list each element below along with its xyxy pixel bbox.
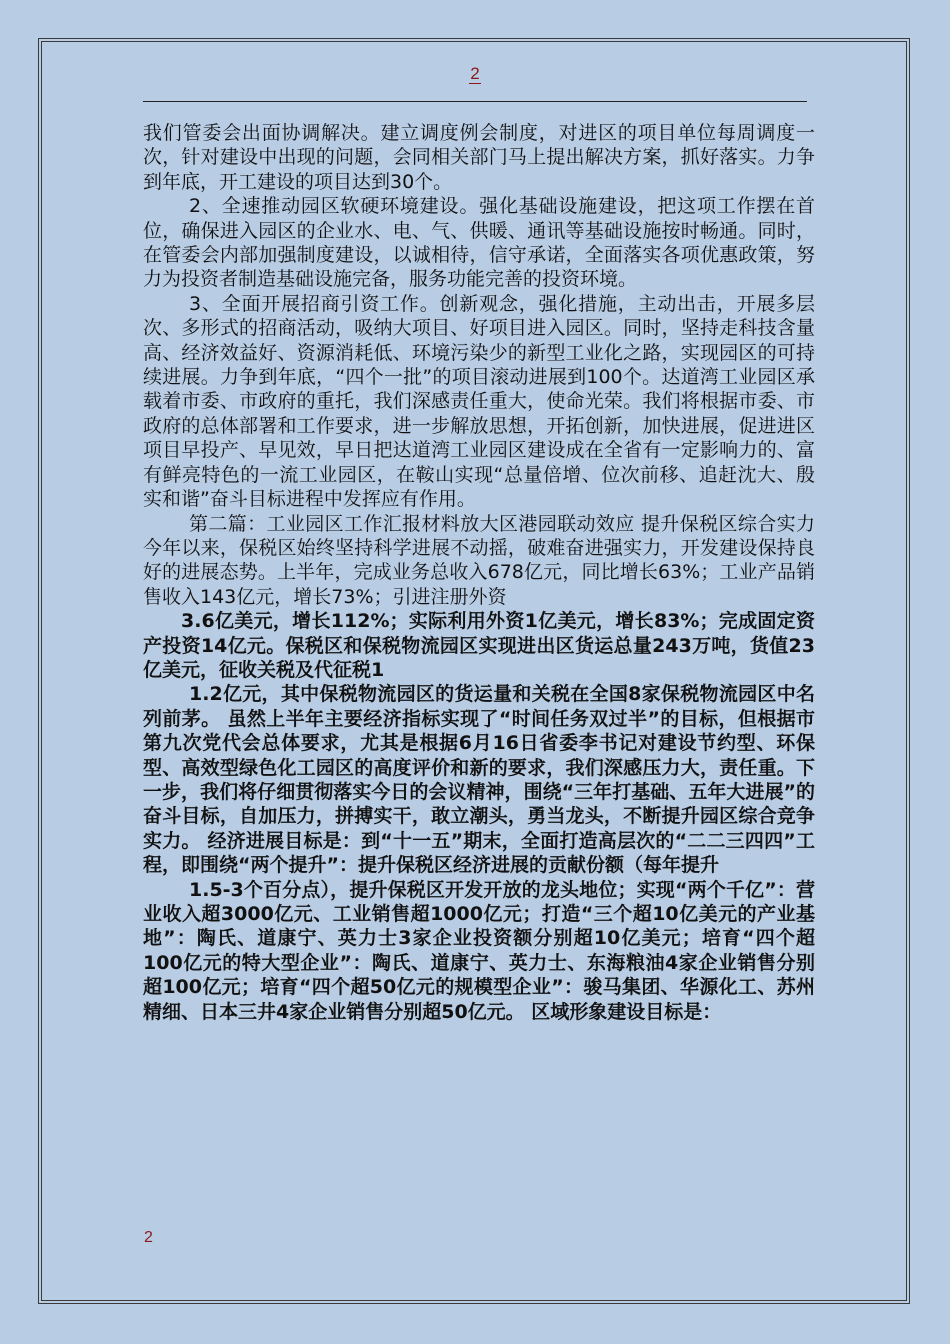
paragraph: 3.6亿美元，增长112%；实际利用外资1亿美元，增长83%；完成固定资产投资14亿元。保税区和保税物流园区实现进出区货运总量243万吨，货值23亿美元，征收关税及代征税1 — [143, 610, 815, 681]
footer-page-number: 2 — [144, 1229, 153, 1246]
header-page-number: 2 — [470, 64, 480, 83]
header-rule — [143, 101, 807, 102]
paragraph: 第二篇：工业园区工作汇报材料放大区港园联动效应 提升保税区综合实力今年以来，保税区始终坚持科学进展不动摇，破难奋进强实力，开发建设保持良好的进展态势。上半年，完成业务总收入678亿元，同比增长63%；工业产品销售收入143亿元，增长73%；引进注册外资 — [143, 512, 815, 608]
paragraph: 1.2亿元，其中保税物流园区的货运量和关税在全国8家保税物流园区中名列前茅。 虽然上半年主要经济指标实现了“时间任务双过半”的目标，但根据市第九次党代会总体要求，尤其是根据6月16日省委李书记对建设节约型、环保型、高效型绿色化工园区的高度评价和新的要求，我们深感压力大，责任重。下一步，我们将仔细贯彻落实今日的会议精神，围绕“三年打基础、五年大进展”的奋斗目标，自加压力，拼搏实干，敢立潮头，勇当龙头，不断提升园区综合竞争实力。 经济进展目标是：到“十一五”期末，全面打造高层次的“二二三四四”工程，即围绕“两个提升”：提升保税区经济进展的贡献份额（每年提升 — [143, 683, 815, 877]
paragraph: 2、全速推动园区软硬环境建设。强化基础设施建设，把这项工作摆在首位，确保进入园区的企业水、电、气、供暖、通讯等基础设施按时畅通。同时，在管委会内部加强制度建设，以诚相待，信守承诺，全面落实各项优惠政策，努力为投资者制造基础设施完备，服务功能完善的投资环境。 — [143, 195, 815, 291]
document-body — [143, 121, 815, 1024]
paragraph: 我们管委会出面协调解决。建立调度例会制度，对进区的项目单位每周调度一次，针对建设中出现的问题，会同相关部门马上提出解决方案，抓好落实。力争到年底，开工建设的项目达到30个。 — [143, 122, 815, 193]
paragraph: 3、全面开展招商引资工作。创新观念，强化措施，主动出击，开展多层次、多形式的招商活动，吸纳大项目、好项目进入园区。同时，坚持走科技含量高、经济效益好、资源消耗低、环境污染少的新型工业化之路，实现园区的可持续进展。力争到年底，“四个一批”的项目滚动进展到100个。达道湾工业园区承载着市委、市政府的重托，我们深感责任重大，使命光荣。我们将根据市委、市政府的总体部署和工作要求，进一步解放思想，开拓创新，加快进展，促进进区项目早投产、早见效，早日把达道湾工业园区建设成在全省有一定影响力的、富有鲜亮特色的一流工业园区，在鞍山实现“总量倍增、位次前移、追赶沈大、殷实和谐”奋斗目标进程中发挥应有作用。 — [143, 292, 815, 511]
paragraph: 1.5-3个百分点），提升保税区开发开放的龙头地位；实现“两个千亿”：营业收入超3000亿元、工业销售超1000亿元；打造“三个超10亿美元的产业基地”：陶氏、道康宁、英力士3家企业投资额分别超10亿美元；培育“四个超100亿元的特大型企业”：陶氏、道康宁、英力士、东海粮油4家企业销售分别超100亿元；培育“四个超50亿元的规模型企业”：骏马集团、华源化工、苏州精细、日本三井4家企业销售分别超50亿元。 区域形象建设目标是： — [143, 878, 815, 1023]
